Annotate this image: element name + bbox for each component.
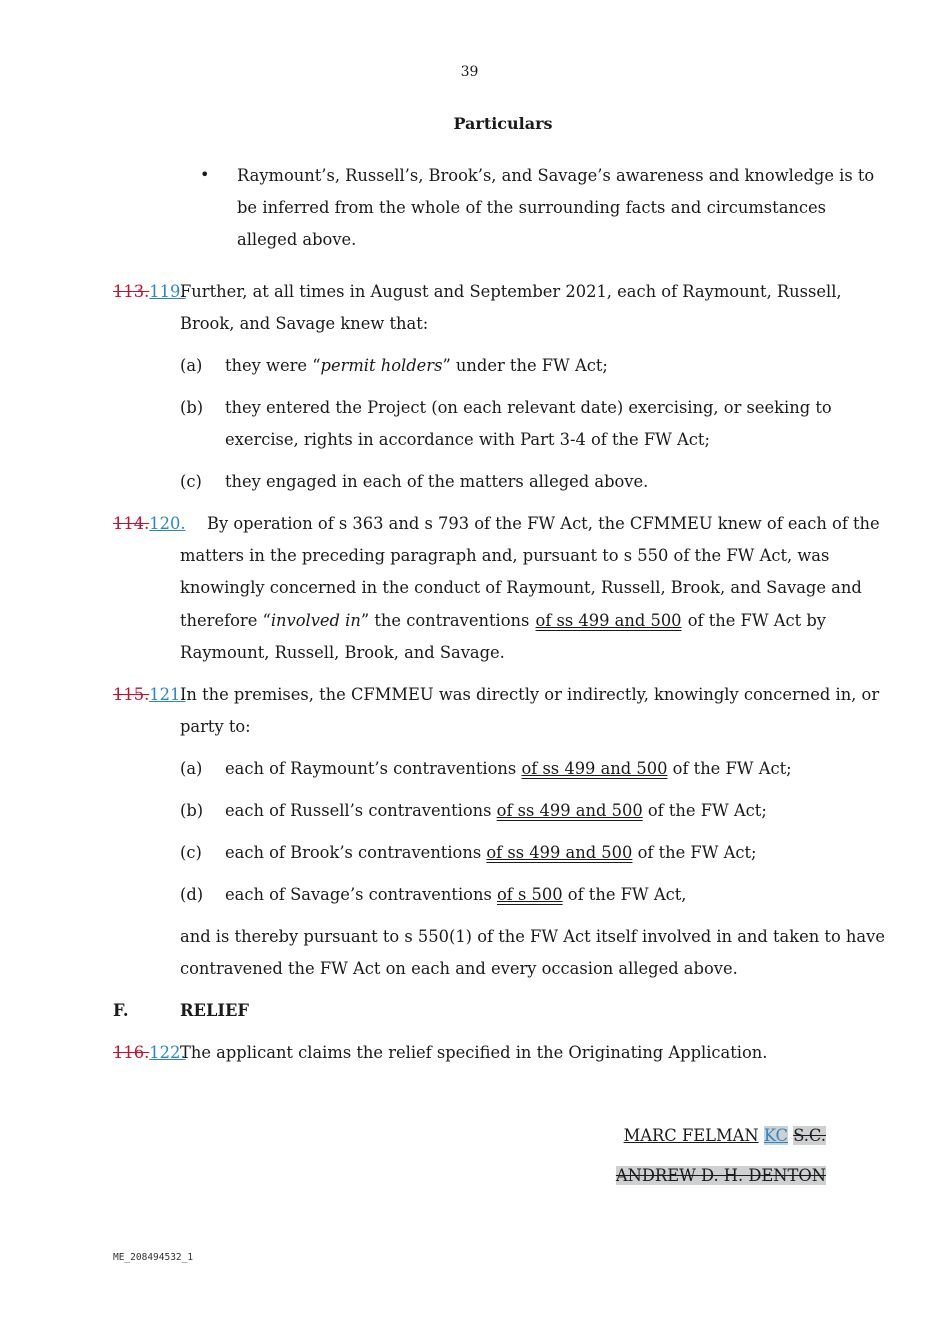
item-label: (c) <box>180 843 202 862</box>
para-120-line-2: matters in the preceding paragraph and, pursuant to s 550 of the FW Act, was <box>180 546 830 565</box>
para-119-number <box>113 282 186 302</box>
para-119-item-b-line-1: they entered the Project (on each relevant date) exercising, or seeking to <box>225 398 832 417</box>
inserted-number: 121. <box>149 685 186 704</box>
bullet-icon: • <box>200 165 210 184</box>
bullet-line-2: be inferred from the whole of the surrounding facts and circumstances <box>237 198 826 217</box>
inserted-number: 119. <box>149 282 186 301</box>
inserted-kc: KC <box>763 1126 788 1145</box>
deleted-number: 113. <box>113 282 150 301</box>
inserted-text: of s 500 <box>496 885 563 904</box>
deleted-number: 114. <box>113 514 150 533</box>
inserted-text: of ss 499 and 500 <box>486 843 633 862</box>
para-121-item-c <box>225 843 757 863</box>
item-label: (a) <box>180 759 203 778</box>
text: each of Raymount’s contraventions <box>225 759 522 778</box>
para-121-item-d <box>225 885 686 905</box>
inserted-text: of ss 499 and 500 <box>496 801 643 820</box>
line-segment <box>180 611 529 631</box>
section-title: RELIEF <box>180 1001 249 1020</box>
text: each of Russell’s contraventions <box>225 801 497 820</box>
deleted-number: 115. <box>113 685 150 704</box>
text: each of Brook’s contraventions <box>225 843 487 862</box>
para-120-line-5: Raymount, Russell, Brook, and Savage. <box>180 643 505 662</box>
para-121-tail-1: and is thereby pursuant to s 550(1) of the FW Act itself involved in and taken to have <box>180 927 885 946</box>
item-label: (b) <box>180 398 204 417</box>
inserted-number: 120. <box>149 514 186 533</box>
text: of the FW Act; <box>667 759 792 778</box>
text: therefore “ <box>180 611 271 630</box>
text: they were “ <box>225 356 321 375</box>
deleted-number: 116. <box>113 1043 150 1062</box>
item-label: (b) <box>180 801 204 820</box>
section-letter: F. <box>113 1001 129 1020</box>
text: each of Savage’s contraventions <box>225 885 497 904</box>
footer-reference: ME_208494532_1 <box>113 1252 194 1263</box>
para-122-number <box>113 1043 186 1063</box>
para-121-item-a <box>225 759 792 779</box>
para-119-line-2: Brook, and Savage knew that: <box>180 314 429 333</box>
text: of the FW Act, <box>562 885 687 904</box>
inserted-text: of ss 499 and 500 <box>521 759 668 778</box>
inserted-text: of ss 499 and 500 <box>535 611 682 630</box>
para-120-line-1: By operation of s 363 and s 793 of the FW Act, the CFMMEU knew of each of the <box>207 514 880 533</box>
para-121-line-1: In the premises, the CFMMEU was directly or indirectly, knowingly concerned in, or <box>180 685 880 704</box>
para-119-item-a <box>225 356 608 376</box>
page-number: 39 <box>460 64 479 80</box>
para-120-line-3: knowingly concerned in the conduct of Raymount, Russell, Brook, and Savage and <box>180 578 862 597</box>
item-label: (d) <box>180 885 204 904</box>
item-label: (a) <box>180 356 203 375</box>
particulars-heading: Particulars <box>453 114 553 133</box>
para-119-line-1: Further, at all times in August and September 2021, each of Raymount, Russell, <box>180 282 842 301</box>
text: ” the contraventions <box>360 611 530 630</box>
italic-text: permit holders <box>320 356 443 375</box>
text: of the FW Act by <box>687 611 826 630</box>
text: ” under the FW Act; <box>442 356 608 375</box>
para-121-tail-2: contravened the FW Act on each and every occasion alleged above. <box>180 959 738 978</box>
signatory-name: MARC FELMAN <box>623 1126 759 1145</box>
signature-line-1 <box>624 1126 826 1146</box>
para-119-item-b-line-2: exercise, rights in accordance with Part 3-4 of the FW Act; <box>225 430 710 449</box>
para-121-number <box>113 685 186 705</box>
inserted-number: 122. <box>149 1043 186 1062</box>
para-119-item-c: they engaged in each of the matters alleged above. <box>225 472 649 491</box>
deleted-sc: S.C. <box>793 1126 826 1145</box>
deleted-signatory-name: ANDREW D. H. DENTON <box>615 1166 826 1185</box>
para-121-line-2: party to: <box>180 717 251 736</box>
text: of the FW Act; <box>632 843 757 862</box>
para-120-number <box>113 514 186 534</box>
item-label: (c) <box>180 472 202 491</box>
bullet-line-1: Raymount’s, Russell’s, Brook’s, and Savage’s awareness and knowledge is to <box>237 166 875 185</box>
para-120-line-4 <box>180 611 826 631</box>
text: of the FW Act; <box>642 801 767 820</box>
signature-line-2 <box>616 1166 826 1186</box>
para-122-text: The applicant claims the relief specified in the Originating Application. <box>180 1043 768 1062</box>
italic-text: involved in <box>270 611 361 630</box>
bullet-line-3: alleged above. <box>237 230 357 249</box>
para-121-item-b <box>225 801 767 821</box>
